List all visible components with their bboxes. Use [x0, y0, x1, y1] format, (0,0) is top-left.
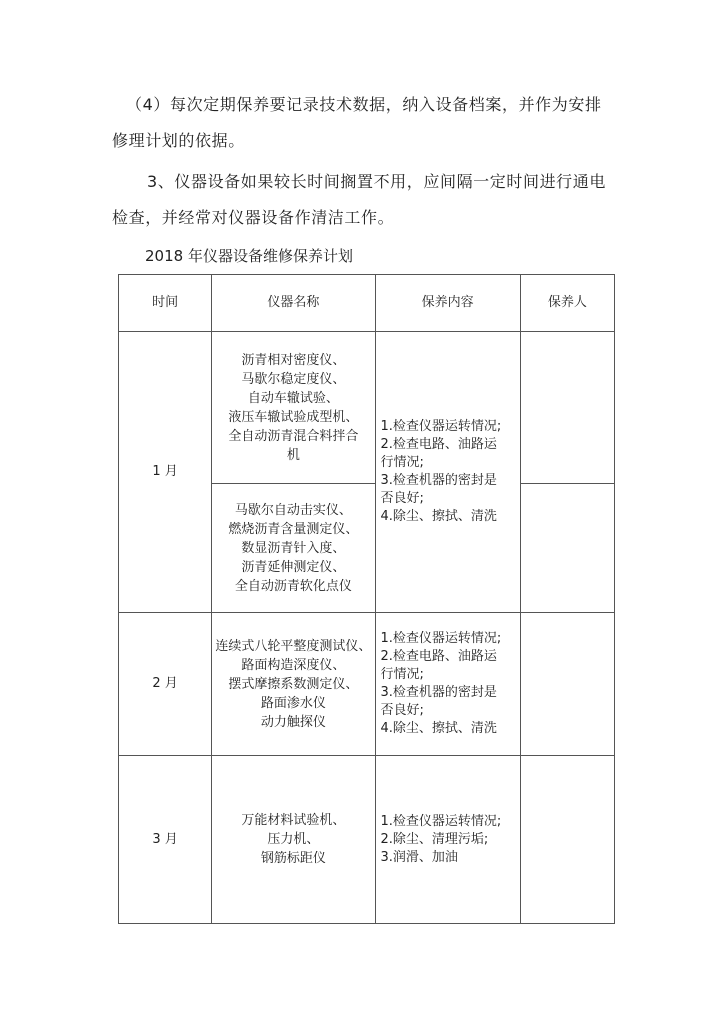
- paragraph-4-line-1: （4）每次定期保养要记录技术数据，纳入设备档案，并作为安排: [126, 95, 602, 114]
- instrument-line: 全自动沥青混合料拌合: [228, 428, 359, 444]
- header-instrument-name: 仪器名称: [212, 275, 375, 332]
- instrument-line: 全自动沥青软化点仪: [234, 578, 352, 594]
- header-maintenance-content: 保养内容: [375, 275, 520, 332]
- instrument-line: 燃烧沥青含量测定仪、: [228, 521, 359, 537]
- maintenance-content-feb: [375, 613, 520, 756]
- maintenance-plan-table: [118, 274, 615, 924]
- instrument-names-jan-a: [212, 332, 375, 484]
- instrument-line: 钢筋标距仪: [260, 851, 326, 866]
- instrument-names-jan-b: [212, 484, 375, 613]
- instrument-line: 机: [286, 447, 300, 463]
- content-line: 4.除尘、擦拭、清洗: [380, 509, 497, 524]
- instrument-names-feb: [212, 613, 375, 756]
- instrument-line: 沥青延伸测定仪、: [241, 559, 346, 575]
- instrument-line: 数显沥青针入度、: [241, 540, 346, 556]
- maintainer-cell-jan-b: [520, 484, 614, 613]
- instrument-line: 液压车辙试验成型机、: [228, 409, 359, 425]
- instrument-line: 马歇尔自动击实仪、: [234, 502, 352, 518]
- header-maintainer: 保养人: [520, 275, 614, 332]
- content-line: 行情况;: [380, 667, 424, 682]
- instrument-line: 沥青相对密度仪、: [241, 352, 346, 368]
- instrument-line: 自动车辙试验、: [247, 390, 339, 406]
- instrument-line: 动力触探仪: [260, 714, 326, 730]
- content-line: 4.除尘、擦拭、清洗: [380, 721, 497, 736]
- content-line: 2.除尘、清理污垢;: [380, 831, 489, 847]
- table-header-row: [119, 275, 615, 332]
- maintainer-cell-jan-a: [520, 332, 614, 484]
- maintenance-content-mar: [375, 756, 520, 924]
- content-line: 3.检查机器的密封是: [380, 473, 497, 488]
- content-line: 2.检查电路、油路运: [380, 437, 497, 452]
- paragraph-3-line-2: 检查，并经常对仪器设备作清洁工作。: [112, 208, 395, 227]
- table-row-feb: [119, 613, 615, 756]
- maintainer-cell-feb: [520, 613, 614, 756]
- instrument-names-mar: [212, 756, 375, 924]
- time-cell-jan: 1 月: [119, 332, 212, 613]
- table-row-mar: [119, 756, 615, 924]
- instrument-line: 路面渗水仪: [260, 695, 326, 711]
- table-row-jan-a: [119, 332, 615, 484]
- content-line: 否良好;: [380, 491, 424, 506]
- maintenance-content-jan: [375, 332, 520, 613]
- content-line: 3.检查机器的密封是: [380, 685, 497, 700]
- time-cell-feb: 2 月: [119, 613, 212, 756]
- content-line: 3.润滑、加油: [380, 849, 458, 865]
- instrument-line: 连续式八轮平整度测试仪、: [215, 638, 372, 654]
- instrument-line: 万能材料试验机、: [241, 813, 346, 828]
- instrument-line: 压力机、: [267, 832, 320, 847]
- content-line: 1.检查仪器运转情况;: [380, 419, 502, 434]
- instrument-line: 马歇尔稳定度仪、: [241, 371, 346, 387]
- header-time: 时间: [119, 275, 212, 332]
- maintainer-cell-mar: [520, 756, 614, 924]
- content-line: 行情况;: [380, 455, 424, 470]
- instrument-line: 路面构造深度仪、: [241, 657, 346, 673]
- table-caption: 2018 年仪器设备维修保养计划: [145, 247, 353, 265]
- content-line: 否良好;: [380, 703, 424, 718]
- time-cell-mar: 3 月: [119, 756, 212, 924]
- paragraph-4-line-2: 修理计划的依据。: [112, 131, 245, 150]
- instrument-line: 摆式摩擦系数测定仪、: [228, 676, 359, 692]
- paragraph-3-line-1: 3、仪器设备如果较长时间搁置不用，应间隔一定时间进行通电: [147, 172, 606, 191]
- content-line: 1.检查仪器运转情况;: [380, 631, 502, 646]
- content-line: 1.检查仪器运转情况;: [380, 813, 502, 829]
- content-line: 2.检查电路、油路运: [380, 649, 497, 664]
